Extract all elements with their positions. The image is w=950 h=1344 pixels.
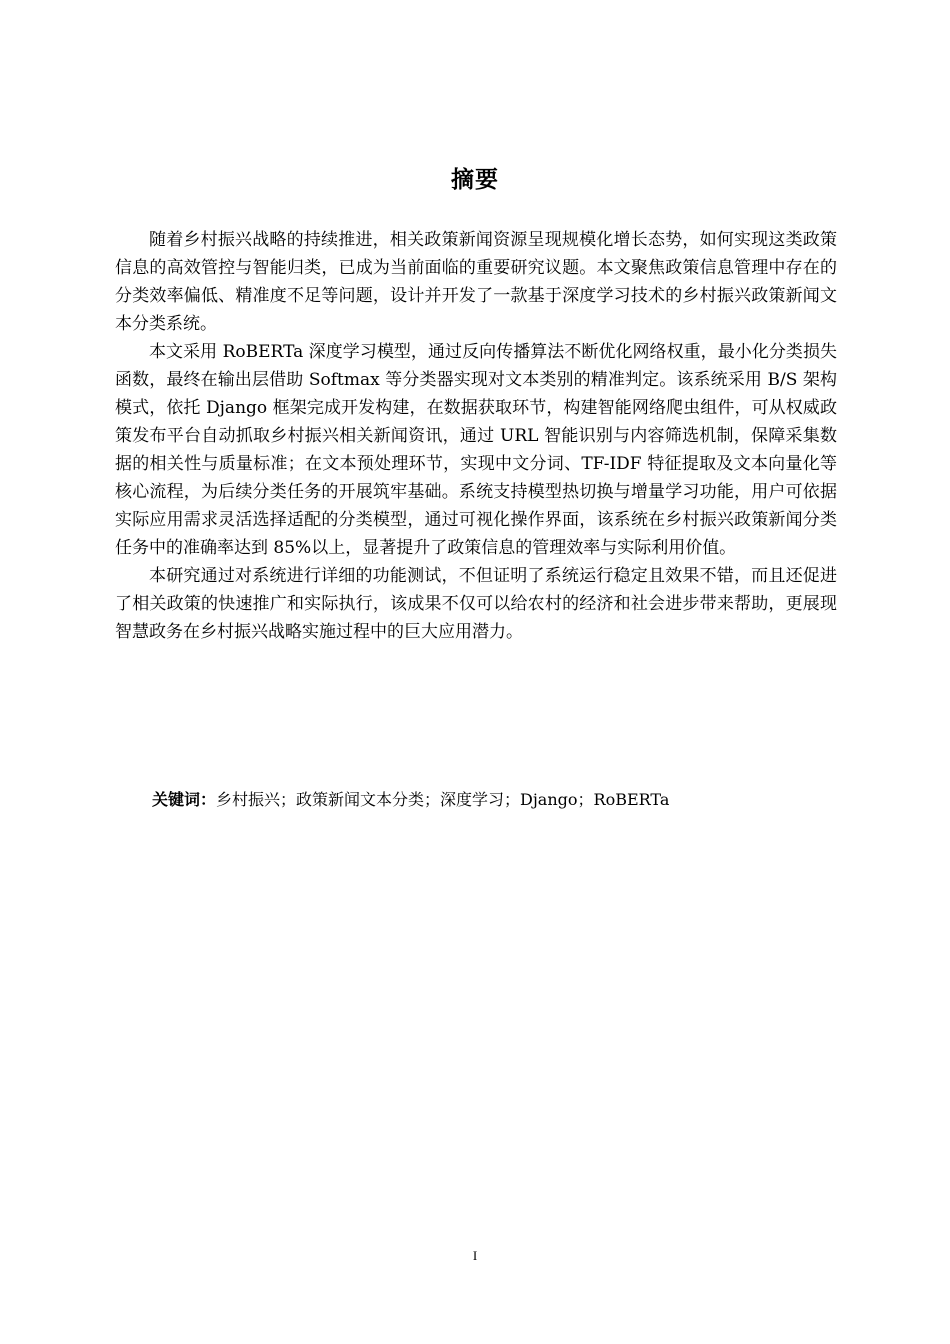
page-number: I bbox=[472, 1248, 478, 1263]
keywords-label: 关键词： bbox=[152, 790, 217, 809]
abstract-body bbox=[115, 226, 837, 646]
abstract-paragraph-1: 随着乡村振兴战略的持续推进，相关政策新闻资源呈现规模化增长态势，如何实现这类政策信息的高效管控与智能归类，已成为当前面临的重要研究议题。本文聚焦政策信息管理中存在的分类效率偏低、精准度不足等问题，设计并开发了一款基于深度学习技术的乡村振兴政策新闻文本分类系统。 bbox=[115, 230, 837, 334]
keywords-text: 乡村振兴；政策新闻文本分类；深度学习；Django；RoBERTa bbox=[216, 790, 670, 809]
abstract-paragraph-3: 本研究通过对系统进行详细的功能测试，不但证明了系统运行稳定且效果不错，而且还促进了相关政策的快速推广和实际执行，该成果不仅可以给农村的经济和社会进步带来帮助，更展现智慧政务在乡村振兴战略实施过程中的巨大应用潜力。 bbox=[115, 566, 837, 642]
page-title: 摘要 bbox=[451, 167, 499, 193]
keywords-line bbox=[152, 787, 852, 813]
abstract-paragraph-2: 本文采用 RoBERTa 深度学习模型，通过反向传播算法不断优化网络权重，最小化分类损失函数，最终在输出层借助 Softmax 等分类器实现对文本类别的精准判定。该系统采用 B/S 架构模式，依托 Django 框架完成开发构建，在数据获取环节，构建智能网络爬虫组件，可从权威政策发布平台自动抓取乡村振兴相关新闻资讯，通过 URL 智能识别与内容筛选机制，保障采集数据的相关性与质量标准；在文本预处理环节，实现中文分词、TF-IDF 特征提取及文本向量化等核心流程，为后续分类任务的开展筑牢基础。系统支持模型热切换与增量学习功能，用户可依据实际应用需求灵活选择适配的分类模型，通过可视化操作界面，该系统在乡村振兴政策新闻分类任务中的准确率达到 85%以上，显著提升了政策信息的管理效率与实际利用价值。 bbox=[115, 342, 837, 558]
